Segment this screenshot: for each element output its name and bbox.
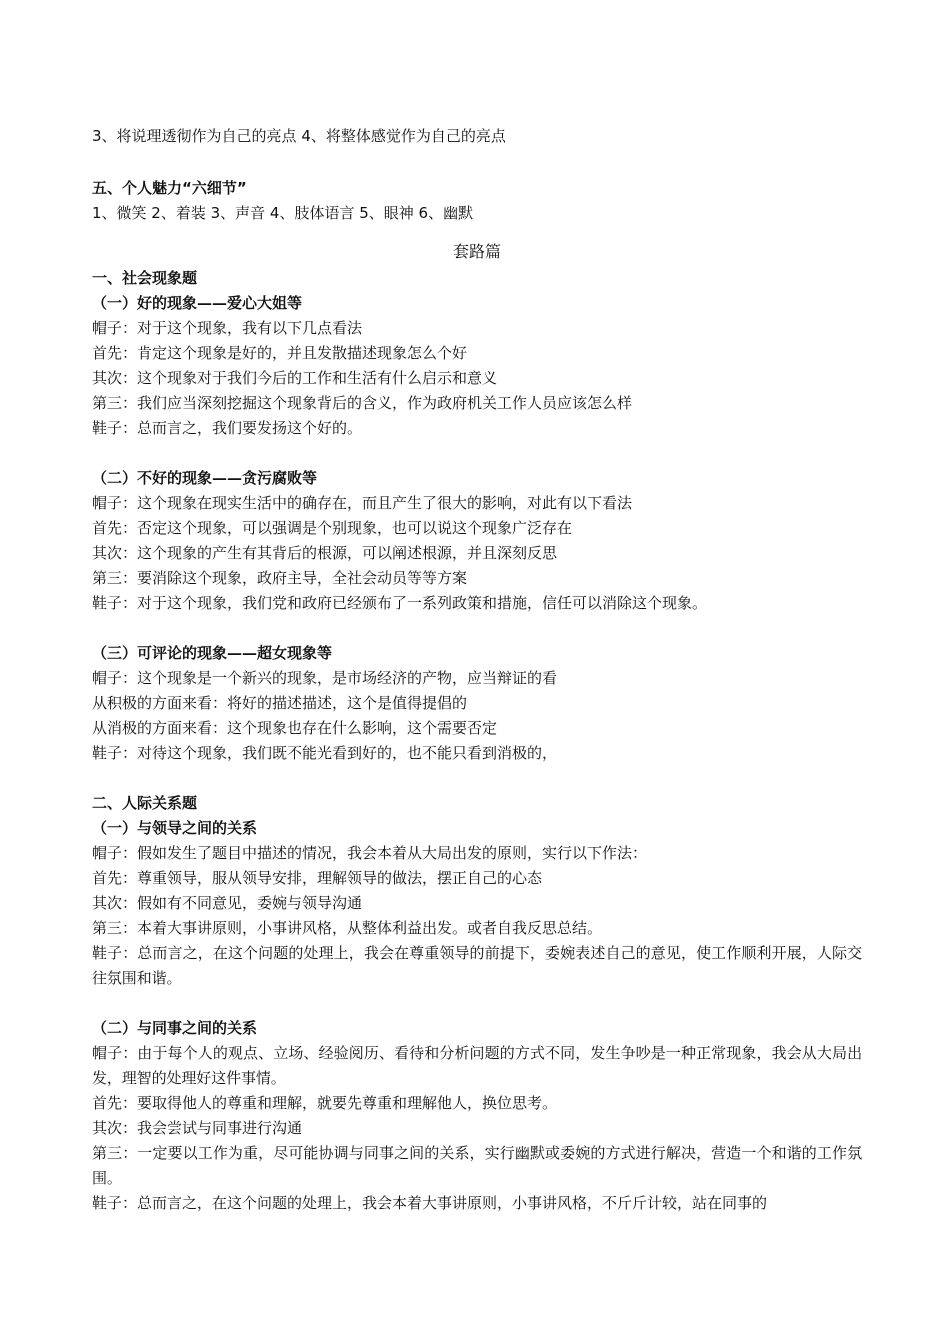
text-line: 帽子：这个现象是一个新兴的现象，是市场经济的产物，应当辩证的看 xyxy=(92,669,558,687)
text-line: 其次：我会尝试与同事进行沟通 xyxy=(92,1119,303,1137)
text-line: 第三：我们应当深刻挖掘这个现象背后的含义，作为政府机关工作人员应该怎么样 xyxy=(92,394,633,412)
text-line: 第三：要消除这个现象，政府主导，全社会动员等等方案 xyxy=(92,569,468,587)
text-line: 鞋子：对于这个现象，我们党和政府已经颁布了一系列政策和措施，信任可以消除这个现象。 xyxy=(92,594,708,612)
spacer xyxy=(92,441,862,466)
charm-heading: 五、个人魅力“六细节” xyxy=(92,179,247,197)
text-line: 首先：肯定这个现象是好的，并且发散描述现象怎么个好 xyxy=(92,344,468,362)
bad-phenomenon-heading: （二）不好的现象——贪污腐败等 xyxy=(92,469,318,487)
good-phenomenon-heading: （一）好的现象——爱心大姐等 xyxy=(92,294,303,312)
text-line: 鞋子：对待这个现象，我们既不能光看到好的，也不能只看到消极的， xyxy=(92,744,558,762)
text-line: 从消极的方面来看：这个现象也存在什么影响，这个需要否定 xyxy=(92,719,498,737)
relations-heading: 二、人际关系题 xyxy=(92,794,198,812)
text-paragraph: 鞋子：总而言之，在这个问题的处理上，我会在尊重领导的前提下，委婉表述自己的意见，使工作顺利开展，人际交往氛围和谐。 xyxy=(92,944,862,987)
text-line: 鞋子：总而言之，我们要发扬这个好的。 xyxy=(92,419,363,437)
document-page xyxy=(92,124,862,1216)
text-line: 首先：否定这个现象，可以强调是个别现象，也可以说这个现象广泛存在 xyxy=(92,519,573,537)
leader-relation-heading: （一）与领导之间的关系 xyxy=(92,819,258,837)
text-line: 从积极的方面来看：将好的描述描述，这个是值得提倡的 xyxy=(92,694,468,712)
text-line: 首先：要取得他人的尊重和理解，就要先尊重和理解他人，换位思考。 xyxy=(92,1094,558,1112)
text-line: 第三：本着大事讲原则，小事讲风格，从整体利益出发。或者自我反思总结。 xyxy=(92,919,603,937)
text-line: 帽子：对于这个现象，我有以下几点看法 xyxy=(92,319,363,337)
text-line: 其次：这个现象对于我们今后的工作和生活有什么启示和意义 xyxy=(92,369,498,387)
debatable-phenomenon-heading: （三）可评论的现象——超女现象等 xyxy=(92,644,333,662)
spacer xyxy=(92,991,862,1016)
spacer xyxy=(92,616,862,641)
page-title: 套路篇 xyxy=(452,242,501,261)
colleague-relation-heading: （二）与同事之间的关系 xyxy=(92,1019,258,1037)
text-paragraph: 第三：一定要以工作为重，尽可能协调与同事之间的关系，实行幽默或委婉的方式进行解决，营造一个和谐的工作氛围。 xyxy=(92,1144,862,1187)
text-line: 帽子：假如发生了题目中描述的情况，我会本着从大局出发的原则，实行以下作法： xyxy=(92,844,648,862)
text-line: 首先：尊重领导，服从领导安排，理解领导的做法，摆正自己的心态 xyxy=(92,869,543,887)
charm-items: 1、微笑 2、着装 3、声音 4、肢体语言 5、眼神 6、幽默 xyxy=(92,204,474,222)
spacer xyxy=(92,766,862,791)
spacer xyxy=(92,149,862,176)
text-line: 其次：假如有不同意见，委婉与领导沟通 xyxy=(92,894,363,912)
intro-line: 3、将说理透彻作为自己的亮点 4、将整体感觉作为自己的亮点 xyxy=(92,127,506,145)
text-paragraph: 帽子：由于每个人的观点、立场、经验阅历、看待和分析问题的方式不同，发生争吵是一种正常现象，我会从大局出发，理智的处理好这件事情。 xyxy=(92,1044,862,1087)
social-heading: 一、社会现象题 xyxy=(92,269,198,287)
text-line: 其次：这个现象的产生有其背后的根源，可以阐述根源，并且深刻反思 xyxy=(92,544,558,562)
text-line: 鞋子：总而言之，在这个问题的处理上，我会本着大事讲原则，小事讲风格，不斤斤计较，站在同事的 xyxy=(92,1194,768,1212)
text-line: 帽子：这个现象在现实生活中的确存在，而且产生了很大的影响，对此有以下看法 xyxy=(92,494,633,512)
